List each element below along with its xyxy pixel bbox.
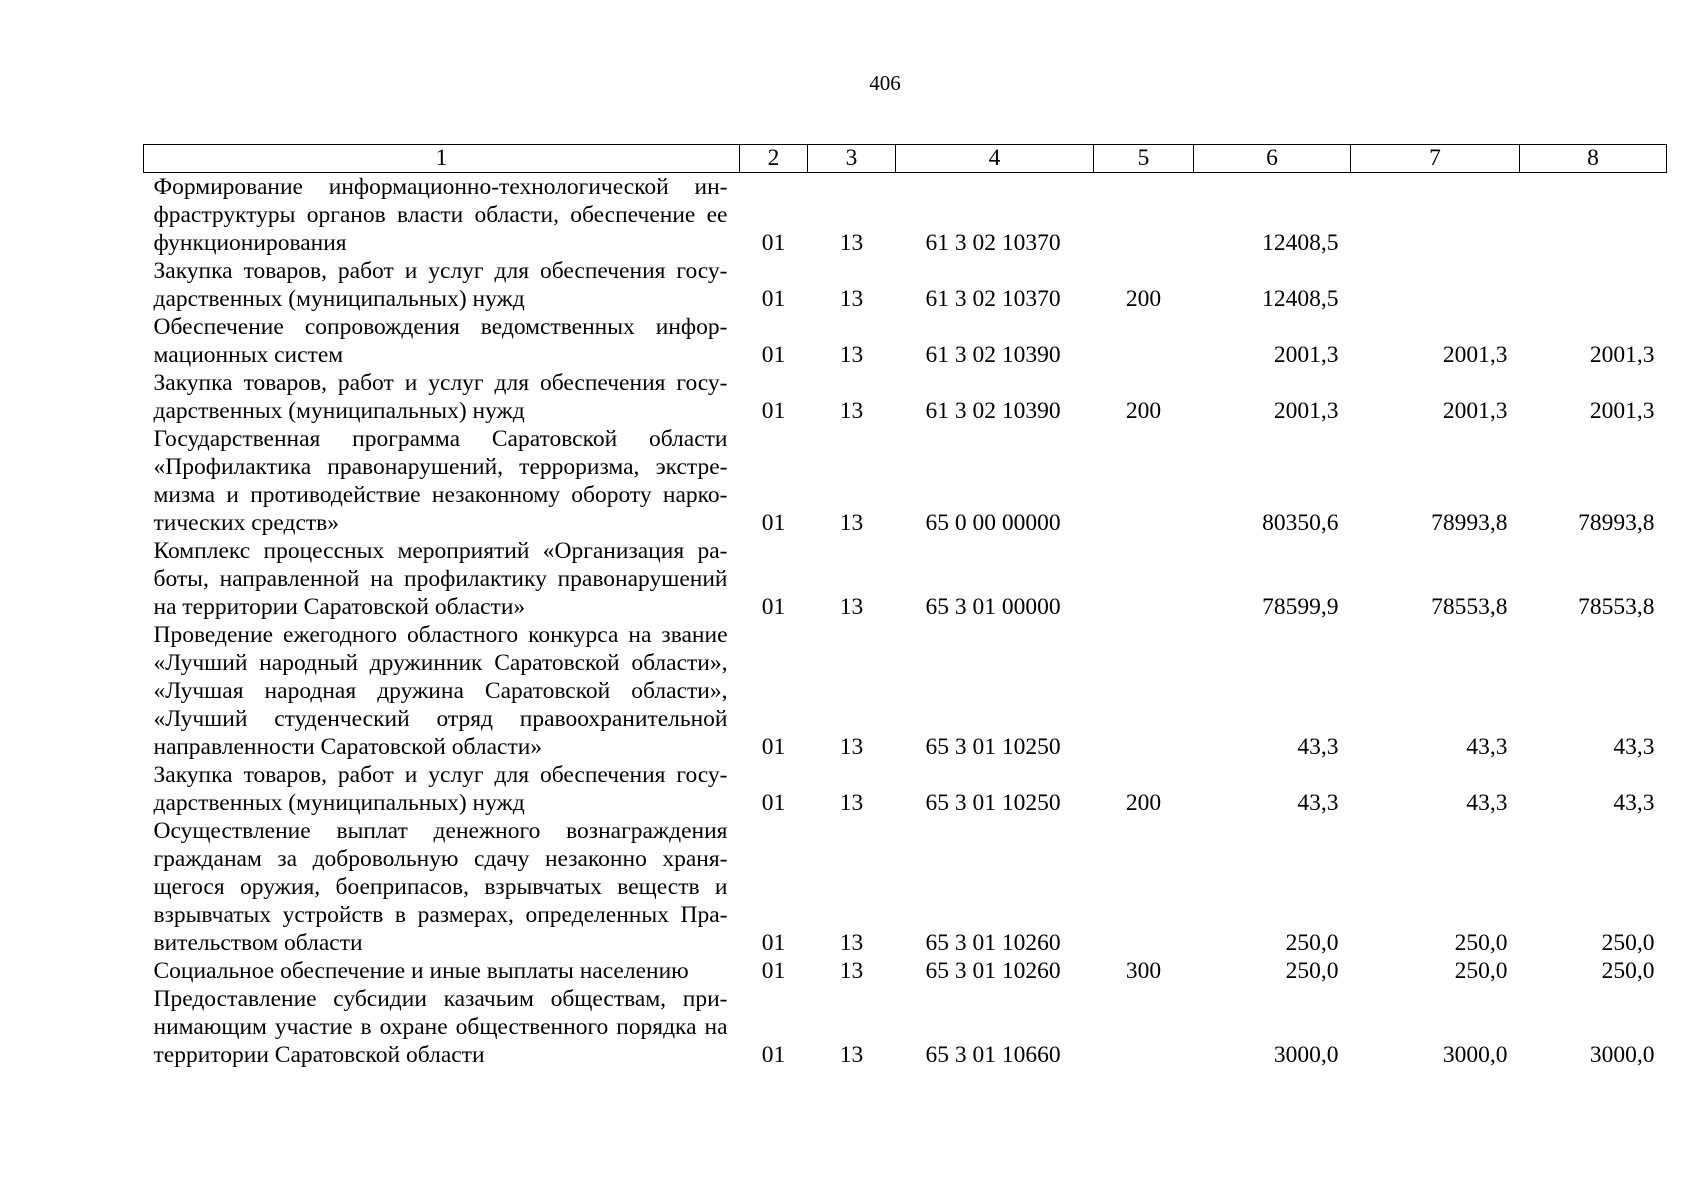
amount-col8	[1520, 173, 1667, 258]
section-code: 01	[761, 286, 786, 312]
target-article-code: 61 3 02 10370	[925, 286, 1061, 312]
table-row	[144, 173, 1667, 258]
subsection-code: 13	[839, 930, 864, 956]
subsection-code: 13	[839, 958, 864, 984]
column-header: 2	[740, 145, 808, 173]
amount-col8: 78553,8	[1578, 594, 1655, 620]
column-header: 6	[1194, 145, 1351, 173]
target-article-code: 65 3 01 10250	[925, 790, 1061, 816]
table-row	[144, 537, 1667, 621]
amount-col6: 3000,0	[1273, 1042, 1339, 1068]
expense-type-code	[1094, 173, 1194, 258]
expense-type-code	[1094, 537, 1194, 621]
item-name: Формирование информационно-технологической инфраструктуры органов власти области, обеспечение ее функционирования	[153, 174, 728, 256]
amount-col7: 250,0	[1454, 930, 1508, 956]
budget-table	[143, 144, 1667, 1069]
target-article-code: 65 0 00 00000	[925, 510, 1061, 536]
target-article-code: 65 3 01 10250	[925, 734, 1061, 760]
table-row	[144, 313, 1667, 369]
amount-col8: 2001,3	[1589, 398, 1655, 424]
amount-col7: 250,0	[1454, 958, 1508, 984]
table-row	[144, 369, 1667, 425]
column-header: 5	[1094, 145, 1194, 173]
amount-col8: 250,0	[1601, 958, 1655, 984]
expense-type-code	[1094, 313, 1194, 369]
amount-col7: 78993,8	[1431, 510, 1508, 536]
amount-col8: 43,3	[1613, 790, 1655, 816]
section-code: 01	[761, 230, 786, 256]
subsection-code: 13	[839, 342, 864, 368]
expense-type-code: 300	[1125, 958, 1162, 984]
expense-type-code	[1094, 621, 1194, 761]
amount-col8: 250,0	[1601, 930, 1655, 956]
amount-col6: 80350,6	[1262, 510, 1339, 536]
amount-col6: 250,0	[1285, 930, 1339, 956]
amount-col7: 3000,0	[1442, 1042, 1508, 1068]
target-article-code: 61 3 02 10390	[925, 342, 1061, 368]
subsection-code: 13	[839, 398, 864, 424]
item-name: Осуществление выплат денежного вознаграждения гражданам за добровольную сдачу незаконно хранящегося оружия, боеприпасов, взрывчатых веществ и взрывчатых устройств в размерах, определенных Правительством области	[153, 818, 728, 956]
expense-type-code	[1094, 985, 1194, 1069]
table-row	[144, 621, 1667, 761]
amount-col7: 78553,8	[1431, 594, 1508, 620]
header-row	[144, 145, 1667, 173]
item-name: Предоставление субсидии казачьим обществам, принимающим участие в охране общественного порядка на территории Саратовской области	[153, 986, 728, 1068]
expense-type-code	[1094, 425, 1194, 537]
subsection-code: 13	[839, 1042, 864, 1068]
amount-col7: 2001,3	[1442, 398, 1508, 424]
subsection-code: 13	[839, 790, 864, 816]
table-row	[144, 257, 1667, 313]
amount-col8: 3000,0	[1589, 1042, 1655, 1068]
item-name: Социальное обеспечение и иные выплаты населению	[153, 958, 689, 984]
expense-type-code: 200	[1125, 398, 1162, 424]
column-header: 3	[808, 145, 896, 173]
target-article-code: 61 3 02 10390	[925, 398, 1061, 424]
target-article-code: 61 3 02 10370	[925, 230, 1061, 256]
amount-col6: 250,0	[1285, 958, 1339, 984]
expense-type-code: 200	[1125, 790, 1162, 816]
subsection-code: 13	[839, 594, 864, 620]
target-article-code: 65 3 01 10660	[925, 1042, 1061, 1068]
section-code: 01	[761, 734, 786, 760]
target-article-code: 65 3 01 00000	[925, 594, 1061, 620]
item-name: Проведение ежегодного областного конкурса на звание «Лучший народный дружинник Саратовской области», «Лучшая народная дружина Саратовской области», «Лучший студенческий отряд правоохранительной направленности Саратовской области»	[153, 622, 728, 760]
target-article-code: 65 3 01 10260	[925, 930, 1061, 956]
target-article-code: 65 3 01 10260	[925, 958, 1061, 984]
amount-col7	[1351, 257, 1520, 313]
item-name: Комплекс процессных мероприятий «Организация работы, направленной на профилактику правонарушений на территории Саратовской области»	[153, 538, 728, 620]
amount-col7	[1351, 173, 1520, 258]
item-name: Закупка товаров, работ и услуг для обеспечения государственных (муниципальных) нужд	[153, 258, 728, 312]
amount-col7: 43,3	[1466, 734, 1508, 760]
table-body	[144, 173, 1667, 1070]
table-row	[144, 761, 1667, 817]
expense-type-code	[1094, 817, 1194, 957]
section-code: 01	[761, 1042, 786, 1068]
item-name: Закупка товаров, работ и услуг для обеспечения государственных (муниципальных) нужд	[153, 370, 728, 424]
column-header: 7	[1351, 145, 1520, 173]
amount-col6: 2001,3	[1273, 398, 1339, 424]
subsection-code: 13	[839, 230, 864, 256]
subsection-code: 13	[839, 510, 864, 536]
amount-col6: 12408,5	[1262, 230, 1339, 256]
table-row	[144, 985, 1667, 1069]
column-header: 1	[144, 145, 740, 173]
item-name: Государственная программа Саратовской области «Профилактика правонарушений, терроризма, экстремизма и противодействие незаконному обороту наркотических средств»	[153, 426, 728, 536]
amount-col6: 43,3	[1297, 734, 1339, 760]
column-header: 4	[896, 145, 1094, 173]
amount-col6: 43,3	[1297, 790, 1339, 816]
table-row	[144, 817, 1667, 957]
amount-col6: 2001,3	[1273, 342, 1339, 368]
table-header	[144, 145, 1667, 173]
amount-col8: 2001,3	[1589, 342, 1655, 368]
item-name: Закупка товаров, работ и услуг для обеспечения государственных (муниципальных) нужд	[153, 762, 728, 816]
amount-col6: 12408,5	[1262, 286, 1339, 312]
item-name: Обеспечение сопровождения ведомственных информационных систем	[153, 314, 728, 368]
section-code: 01	[761, 398, 786, 424]
section-code: 01	[761, 342, 786, 368]
expense-type-code: 200	[1125, 286, 1162, 312]
column-header: 8	[1520, 145, 1667, 173]
amount-col8	[1520, 257, 1667, 313]
section-code: 01	[761, 958, 786, 984]
table-row	[144, 425, 1667, 537]
amount-col8: 43,3	[1613, 734, 1655, 760]
table-row	[144, 957, 1667, 985]
amount-col7: 2001,3	[1442, 342, 1508, 368]
amount-col8: 78993,8	[1578, 510, 1655, 536]
section-code: 01	[761, 930, 786, 956]
subsection-code: 13	[839, 734, 864, 760]
amount-col6: 78599,9	[1262, 594, 1339, 620]
amount-col7: 43,3	[1466, 790, 1508, 816]
section-code: 01	[761, 790, 786, 816]
page-number: 406	[869, 71, 901, 95]
section-code: 01	[761, 510, 786, 536]
subsection-code: 13	[839, 286, 864, 312]
section-code: 01	[761, 594, 786, 620]
